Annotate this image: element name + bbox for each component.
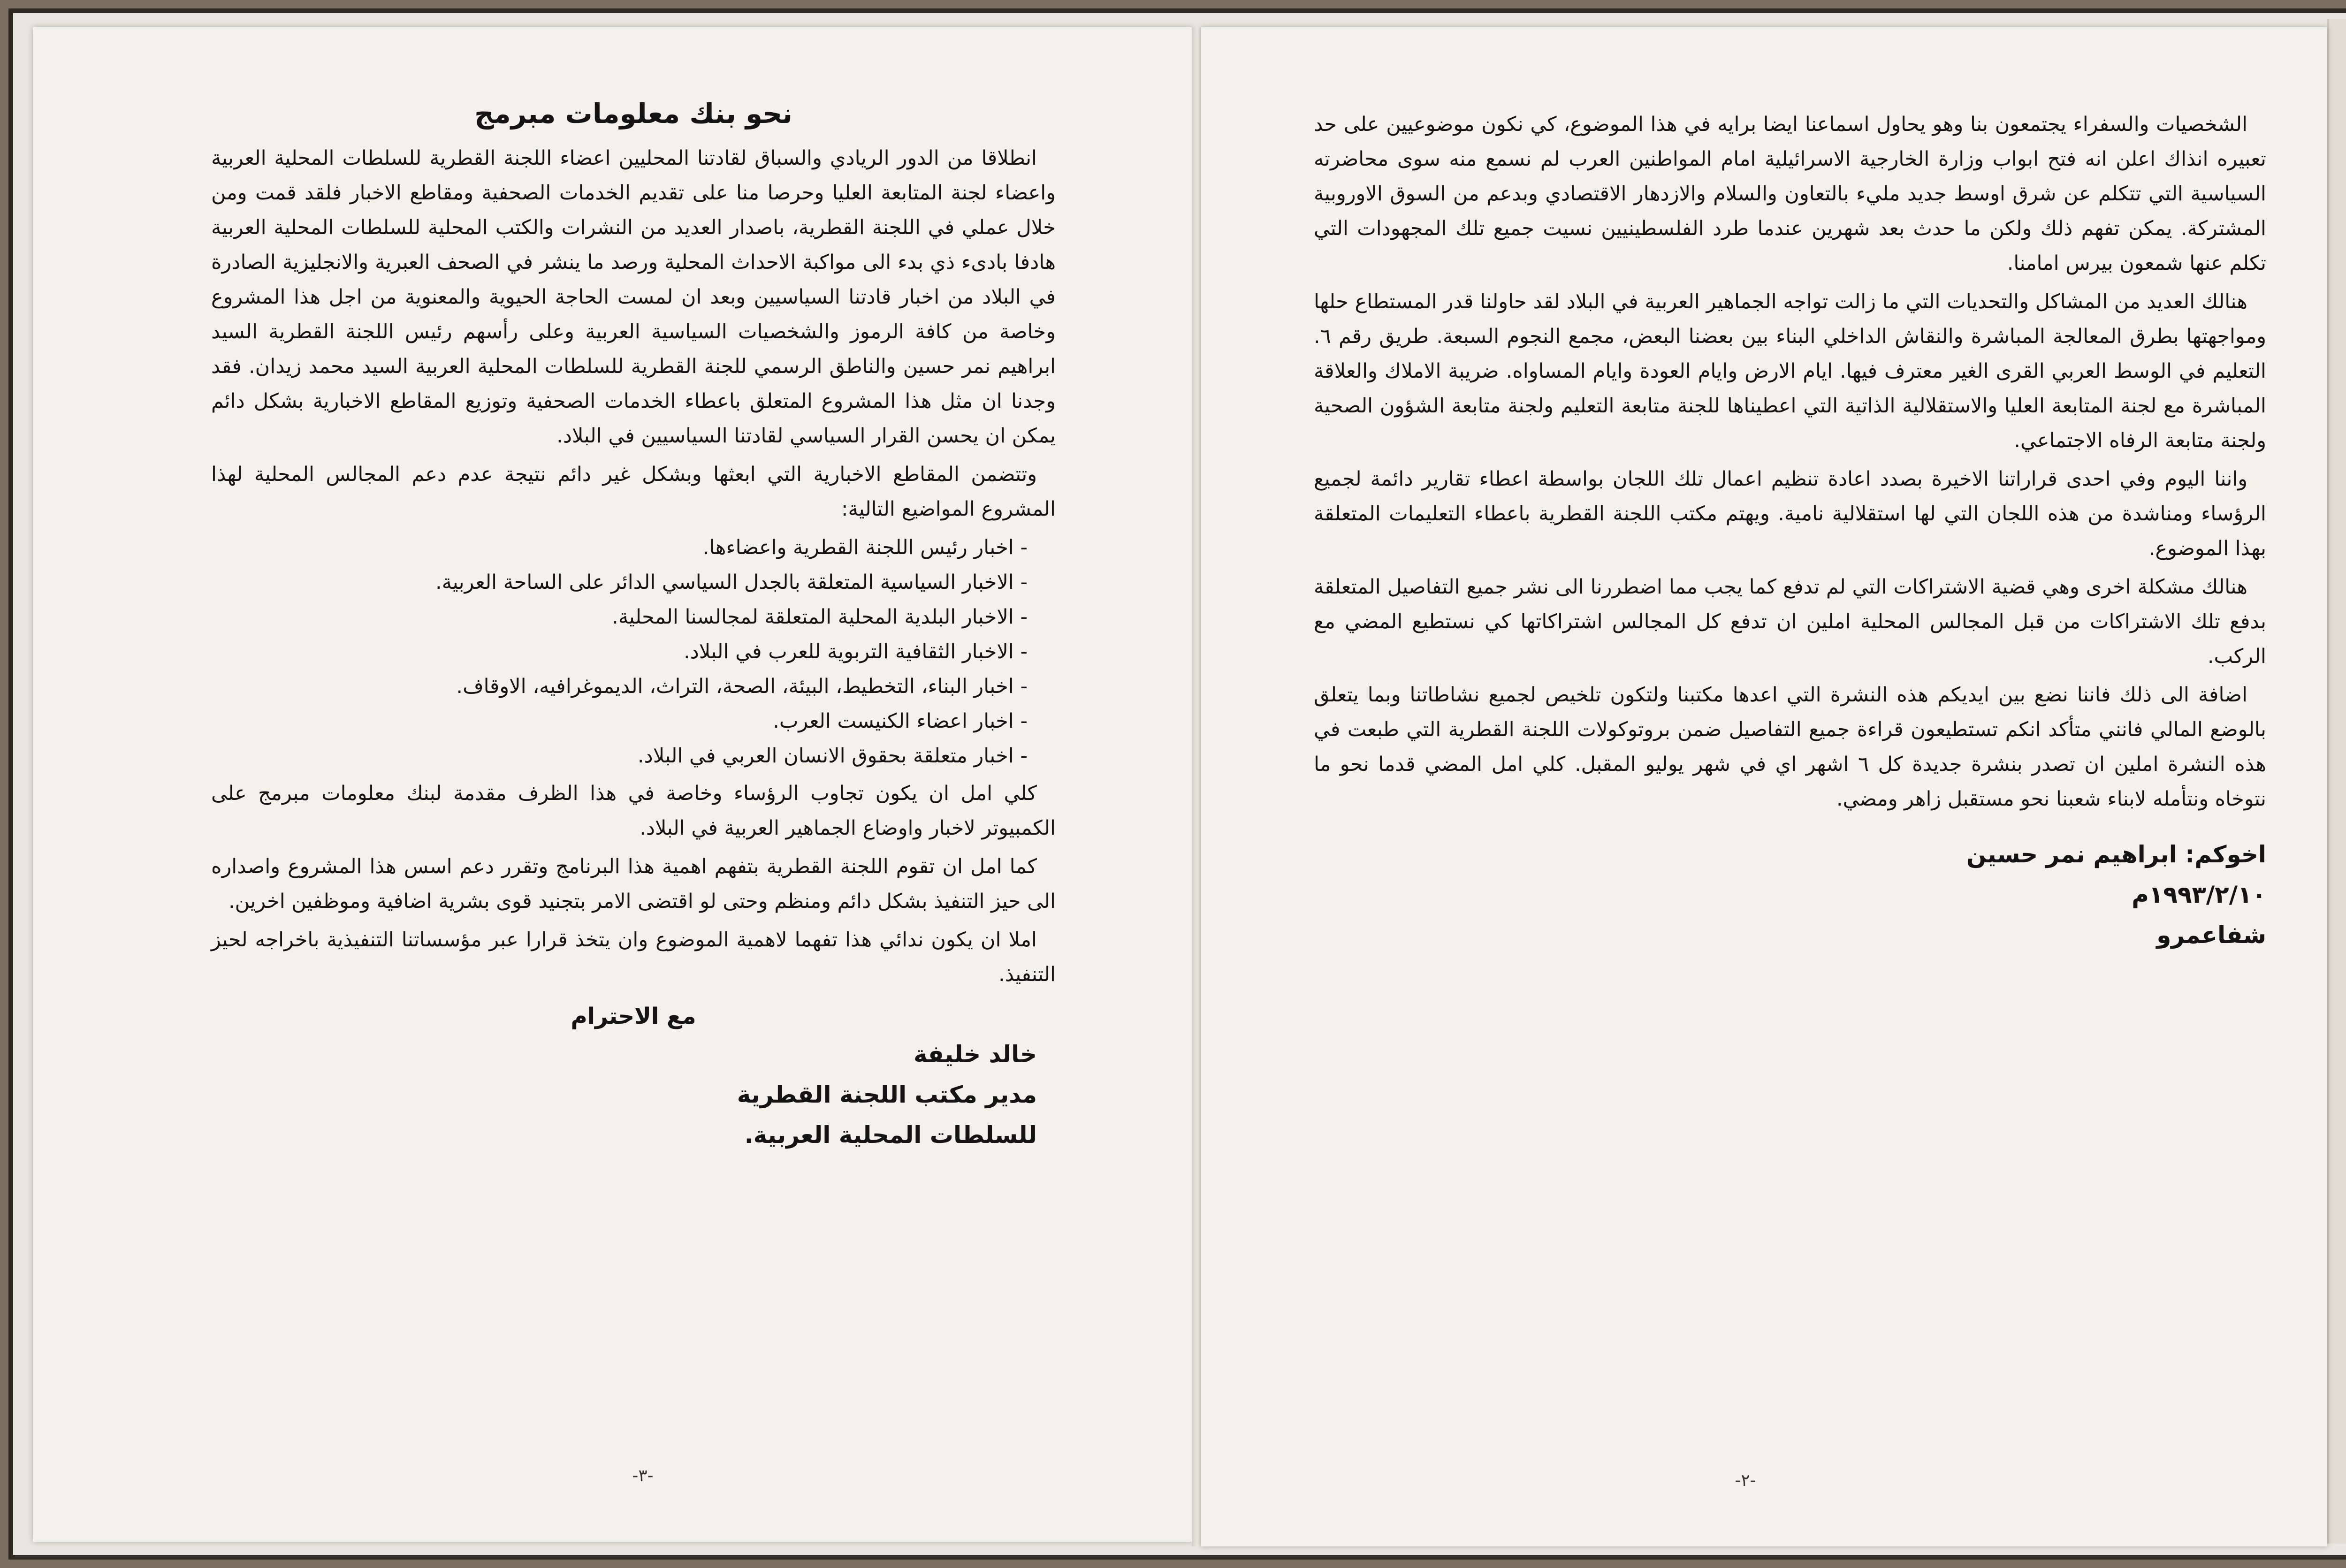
topic-item: - الاخبار السياسية المتعلقة بالجدل السياسي الدائر على الساحة العربية. (435, 571, 1028, 594)
page-number: -٢- (1735, 1471, 1756, 1490)
signer-name: خالد خليفة (913, 1041, 1037, 1068)
challenges-paragraph: هنالك العديد من المشاكل والتحديات التي ما زالت تواجه الجماهير العربية في البلاد لقد حاولنا قدر المستطاع حلها ومواجهتها بطرق المعالجة المباشرة والنقاش الداخلي البناء بين بعضنا البعض، مجمع النجوم السبعة. طريق رقم ٦. التعليم في الوسط العربي القرى الغير معترف فيها. ايام الارض وايام العودة وايام المساواه. ضريبة الاملاك والعلاقة المباشرة مع لجنة المتابعة العليا والاستقلالية الذاتية التي اعطيناها للجنة متابعة التعليم ولجنة متابعة الشؤون الصحية ولجنة متابعة الرفاه الاجتماعي. (1314, 290, 2266, 452)
topics-list (211, 530, 1056, 773)
signature-date: ١٩٩٣/٢/١٠م (2132, 881, 2266, 908)
right-page (1201, 27, 2327, 1546)
next-page-edge (2327, 19, 2346, 1544)
topic-item: - اخبار رئيس اللجنة القطرية واعضاءها. (702, 536, 1028, 559)
signer-name: اخوكم: ابراهيم نمر حسين (1966, 841, 2266, 868)
topic-item: - اخبار متعلقة بحقوق الانسان العربي في البلاد. (637, 744, 1028, 768)
topics-intro-paragraph: وتتضمن المقاطع الاخبارية التي ابعثها وبشكل غير دائم نتيجة عدم دعم المجالس المحلية لهذا المشروع المواضيع التالية: (211, 463, 1056, 521)
left-page-body (211, 98, 1056, 1155)
page-number: -٣- (632, 1466, 654, 1485)
topic-item: - اخبار البناء، التخطيط، البيئة، الصحة، التراث، الديموغرافيه، الاوقاف. (456, 675, 1028, 698)
hope-paragraph: كلي امل ان يكون تجاوب الرؤساء وخاصة في هذا الظرف مقدمة لبنك معلومات مبرمج على الكمبيوتر لاخبار واوضاع الجماهير العربية في البلاد. (211, 782, 1056, 840)
committees-paragraph: واننا اليوم وفي احدى قراراتنا الاخيرة بصدد اعادة تنظيم اعمال تلك اللجان بواسطة اعطاء تقارير دائمة لجميع الرؤساء ومناشدة من هذه اللجان التي لها استقلالية نامية. ويهتم مكتب اللجنة القطرية باعطاء التعليمات المتعلقة بهذا الموضوع. (1314, 467, 2266, 560)
right-page-body (1314, 107, 2266, 955)
page-title: نحو بنك معلومات مبرمج (474, 98, 793, 129)
ministry-paragraph: الشخصيات والسفراء يجتمعون بنا وهو يحاول اسماعنا ايضا برايه في هذا الموضوع، كي نكون موضوعيين على حد تعبيره انذاك اعلن انه فتح ابواب وزارة الخارجية الاسرائيلية امام المواطنين العرب لم نسمع منه سوى محاضرته السياسية التي تتكلم عن شرق اوسط جديد مليء بالتعاون والسلام والازدهار الاقتصادي وبدعم من السوق الاوروبية المشتركة. يمكن تفهم ذلك ولكن ما حدث بعد شهرين عندما طرد الفلسطينيين نسيت جميع تلك المجهودات التي تكلم عنها شمعون بيرس امامنا. (1314, 113, 2266, 275)
bulletin-paragraph: اضافة الى ذلك فاننا نضع بين ايديكم هذه النشرة التي اعدها مكتبنا ولتكون تلخيص لجميع نشاطاتنا وبما يتعلق بالوضع المالي فانني متأكد انكم تستطيعون قراءة جميع التفاصيل ضمن بروتوكولات اللجنة القطرية التي طبعت في هذه النشرة املين ان تصدر بنشرة جديدة كل ٦ اشهر اي في شهر يوليو المقبل. كلي امل المضي قدما نحو ما نتوخاه ونتأمله لابناء شعبنا نحو مستقبل زاهر ومضي. (1314, 683, 2266, 811)
topic-item: - اخبار اعضاء الكنيست العرب. (773, 709, 1028, 733)
topic-item: - الاخبار الثقافية التربوية للعرب في البلاد. (683, 640, 1028, 663)
signer-title: مدير مكتب اللجنة القطرية (737, 1081, 1037, 1108)
intro-paragraph: انطلاقا من الدور الريادي والسباق لقادتنا المحليين اعضاء اللجنة القطرية للسلطات المحلية العربية واعضاء لجنة المتابعة العليا وحرصا منا على تقديم الخدمات الصحفية ومقاطع الاخبار فلقد قمت ومن خلال عملي في اللجنة القطرية، باصدار العديد من النشرات والكتب المحلية للسلطات المحلية العربية هادفا بادىء ذي بدء الى مواكبة الاحداث المحلية ورصد ما ينشر في الصحف العبرية والانجليزية الصادرة في البلاد من اخبار قادتنا السياسيين وبعد ان لمست الحاجة الحيوية والمعنوية من اجل هذا المشروع وخاصة من كافة الرموز والشخصيات السياسية العربية وعلى رأسهم رئيس اللجنة القطرية السيد ابراهيم نمر حسين والناطق الرسمي للجنة القطرية للسلطات المحلية العربية السيد محمد زيدان. فقد وجدنا ان مثل هذا المشروع المتعلق باعطاء الخدمات الصحفية وتوزيع المقاطع الاخبارية بشكل دائم يمكن ان يحسن القرار السياسي لقادتنا السياسيين في البلاد. (211, 146, 1056, 448)
signature-place: شفاعمرو (2156, 921, 2266, 949)
signer-organization: للسلطات المحلية العربية. (744, 1121, 1037, 1149)
closing-salutation: مع الاحترام (571, 1003, 696, 1029)
left-page (33, 27, 1192, 1542)
topic-item: - الاخبار البلدية المحلية المتعلقة لمجالسنا المحلية. (612, 605, 1028, 629)
closing-paragraph: املا ان يكون ندائي هذا تفهما لاهمية الموضوع وان يتخذ قرارا عبر مؤسساتنا التنفيذية باخراجه لحيز التنفيذ. (211, 928, 1056, 986)
request-paragraph: كما امل ان تقوم اللجنة القطرية بتفهم اهمية هذا البرنامج وتقرر دعم اسس هذا المشروع واصداره الى حيز التنفيذ بشكل دائم ومنظم وحتى لو اقتضى الامر بتجنيد قوى بشرية اضافية وموظفين اخرين. (211, 855, 1056, 913)
subscriptions-paragraph: هنالك مشكلة اخرى وهي قضية الاشتراكات التي لم تدفع كما يجب مما اضطررنا الى نشر جميع التفاصيل المتعلقة بدفع تلك الاشتراكات من قبل المجالس المحلية املين ان تدفع كل المجالس اشتراكاتها كي نستطيع المضي مع الركب. (1314, 575, 2266, 668)
